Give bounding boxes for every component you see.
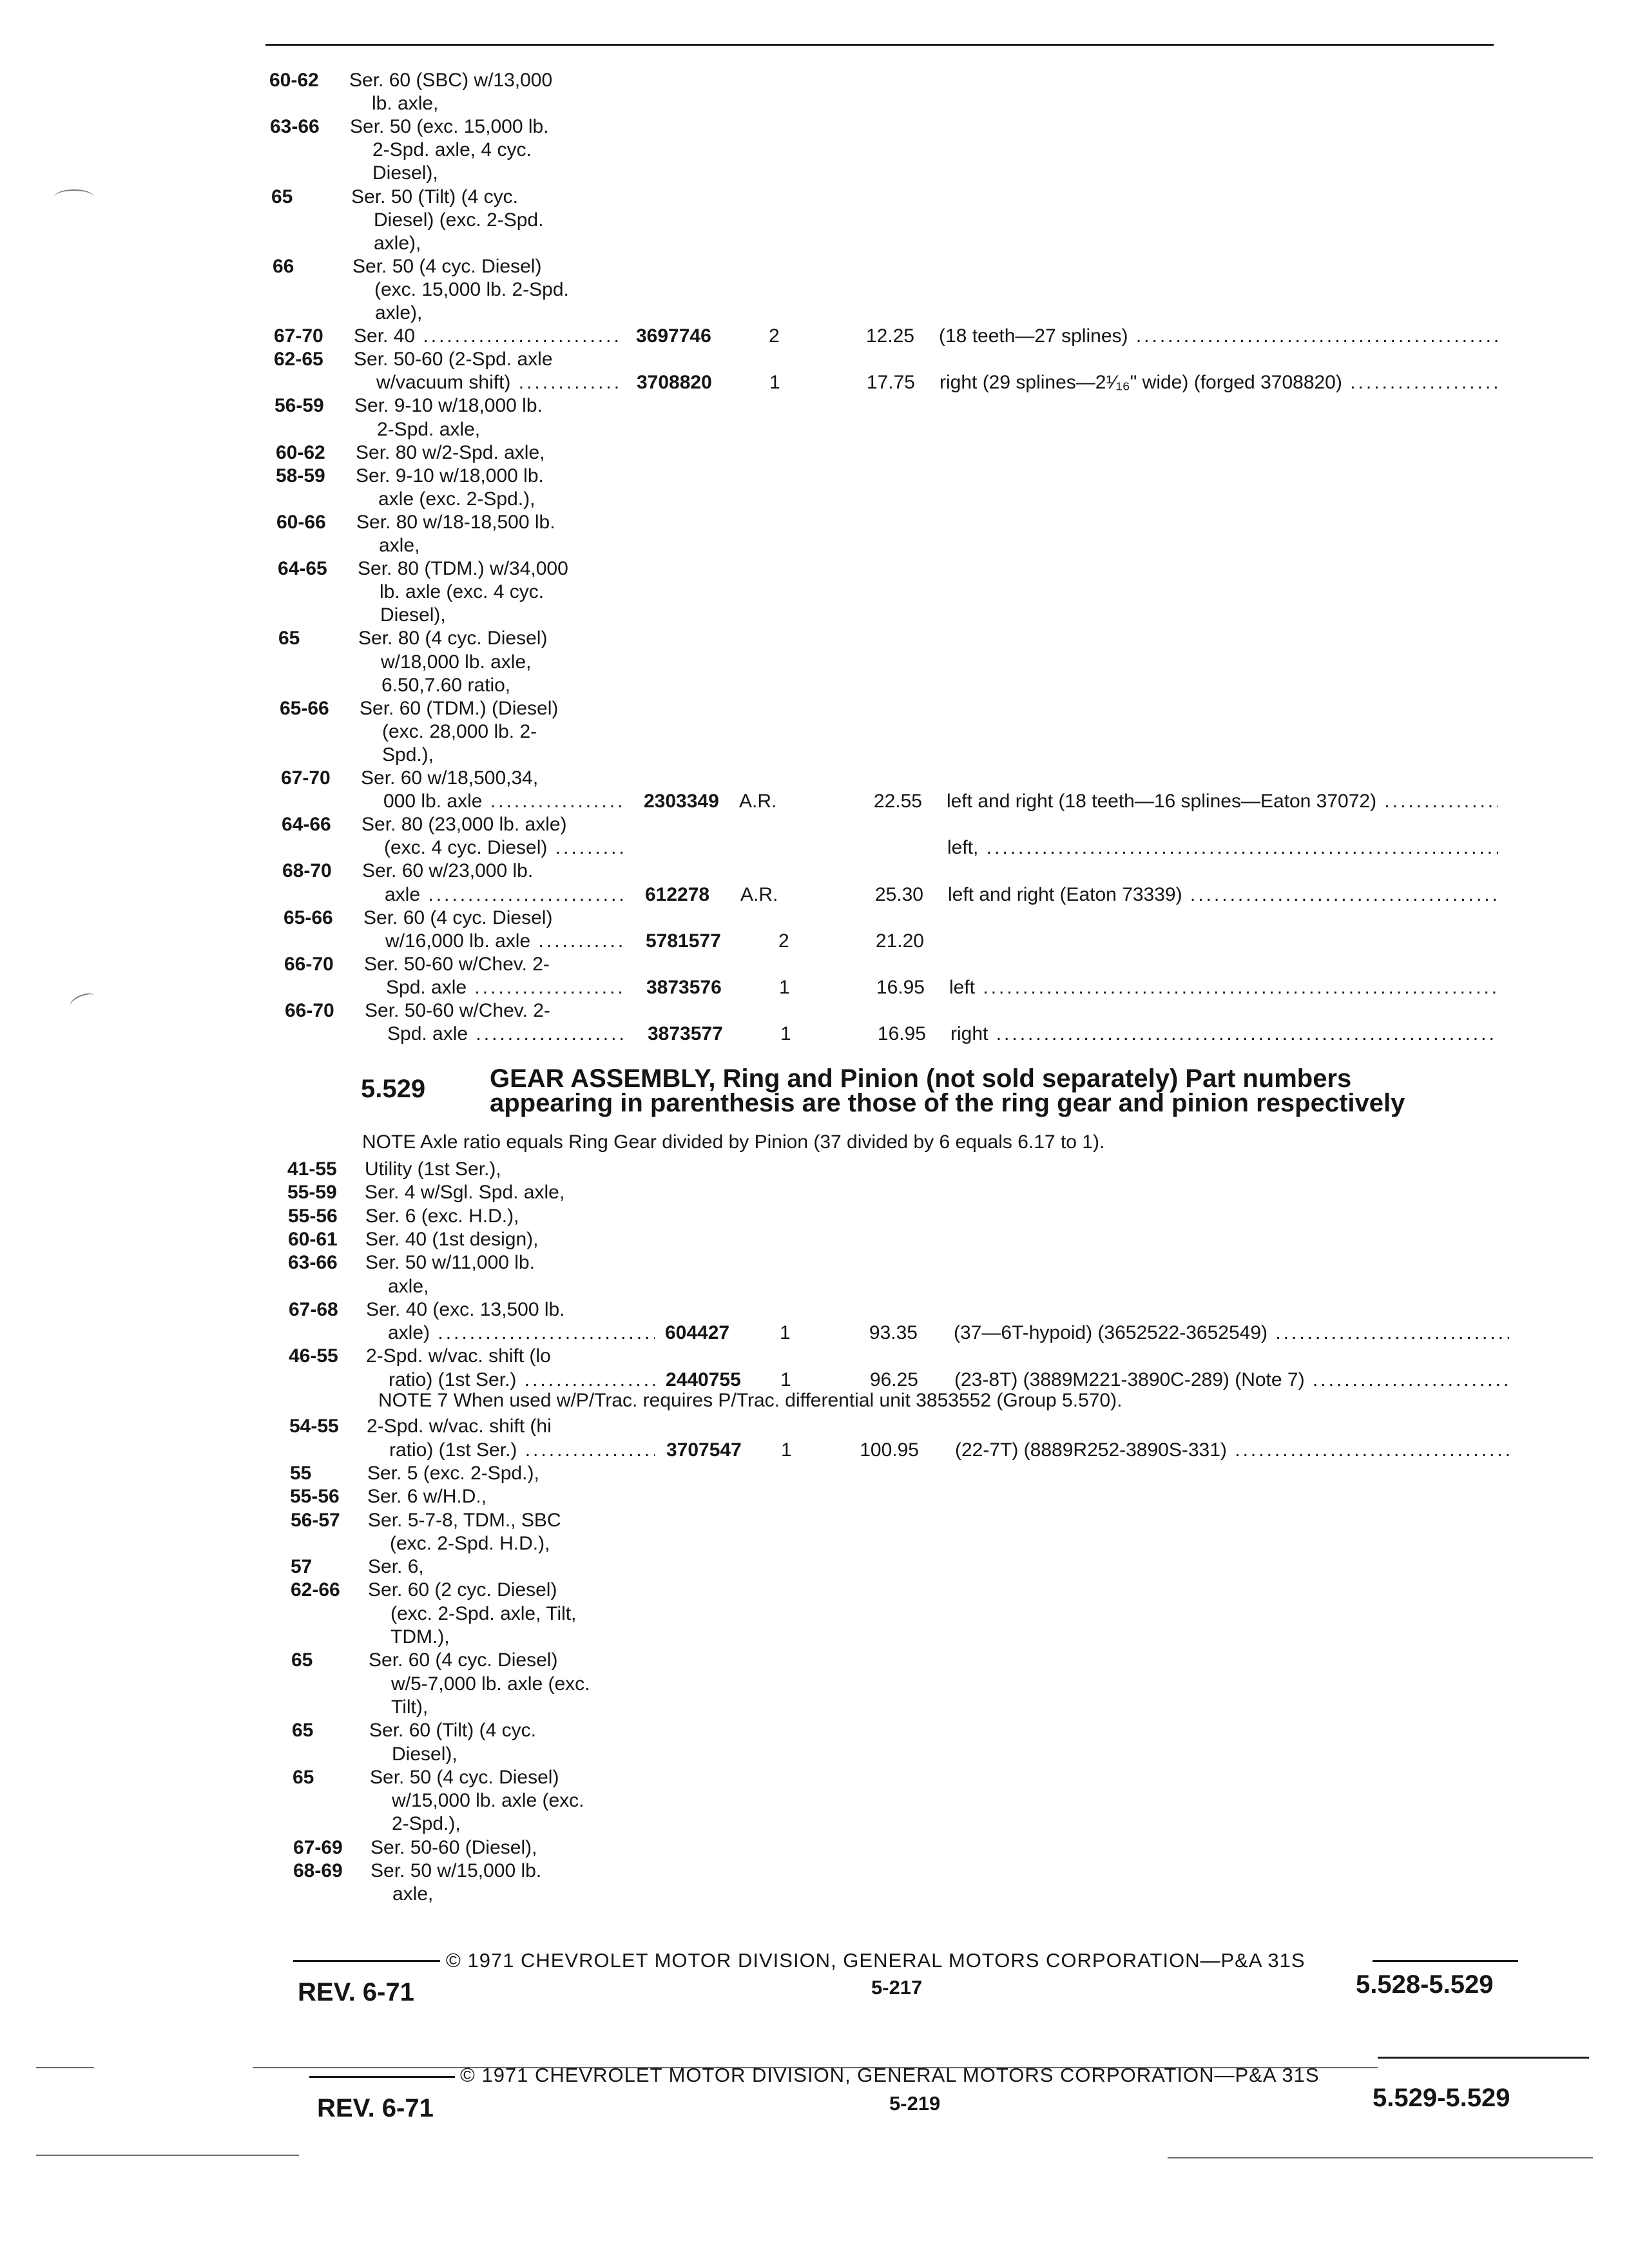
section-number: 5.529 (361, 1075, 426, 1103)
model-years: 56-59 (275, 395, 324, 416)
parts-row (0, 1765, 1547, 1790)
application-description: Ser. 50 (exc. 15,000 lb. (350, 116, 549, 137)
parts-row (0, 1157, 1547, 1182)
application-description: ratio) (1st Ser.) ..... (389, 1368, 655, 1392)
parts-row (0, 952, 1547, 977)
part-number: 5781577 (646, 930, 721, 952)
application-description: Diesel) (exc. 2-Spd. (374, 209, 544, 231)
parts-row (0, 1251, 1547, 1275)
model-years: 65-66 (280, 698, 329, 719)
model-years: 67-70 (281, 767, 331, 789)
parts-row (0, 859, 1547, 883)
quantity: 1 (779, 977, 790, 998)
application-description: Ser. 60 (4 cyc. Diesel) (363, 907, 553, 928)
model-years: 54-55 (289, 1416, 339, 1437)
application-description: Diesel), (392, 1744, 458, 1765)
quantity: 2 (778, 930, 789, 952)
parts-row (0, 720, 1547, 744)
part-number: 3873577 (648, 1023, 723, 1044)
footer2-copyright: © 1971 CHEVROLET MOTOR DIVISION, GENERAL MOTORS CORPORATION—P&A 31S (460, 2064, 1320, 2086)
part-number: 3697746 (636, 325, 711, 347)
parts-row (0, 906, 1547, 930)
section-title-line2: appearing in parenthesis are those of the ring gear and pinion respectively (490, 1089, 1405, 1117)
parts-row (0, 1022, 1547, 1046)
remarks: left and right (18 teeth—16 splines—Eaton 37072) ..... (947, 789, 1498, 814)
parts-row (0, 185, 1547, 209)
quantity: A.R. (740, 884, 778, 905)
application-description: Ser. 80 (TDM.) w/34,000 (358, 558, 568, 579)
application-description: Ser. 80 (4 cyc. Diesel) (358, 628, 548, 649)
application-description: ratio) (1st Ser.) ..... (389, 1438, 655, 1463)
bottom-faint-rule (1168, 2157, 1593, 2158)
parts-row (0, 929, 1547, 954)
parts-row (0, 231, 1547, 256)
application-description: Spd. axle ..... (387, 1022, 622, 1046)
model-years: 57 (291, 1556, 313, 1577)
parts-note: NOTE 7 When used w/P/Trac. requires P/Trac. differential unit 3853552 (Group 5.570). (378, 1390, 1123, 1411)
application-description: Ser. 80 (23,000 lb. axle) (361, 814, 567, 835)
application-description: Ser. 40 (exc. 13,500 lb. (366, 1299, 565, 1320)
parts-row (0, 1414, 1547, 1439)
parts-row (0, 1789, 1547, 1813)
application-description: (exc. 28,000 lb. 2- (382, 721, 537, 742)
application-description: Utility (1st Ser.), (365, 1158, 501, 1180)
quantity: 1 (781, 1439, 792, 1461)
model-years: 55 (290, 1463, 312, 1484)
parts-row (0, 1298, 1547, 1322)
application-description: axle, (379, 535, 420, 556)
parts-row (0, 1812, 1547, 1836)
parts-row (0, 487, 1547, 512)
footer1-rev: REV. 6-71 (298, 1978, 414, 2006)
footer2-page-number: 5-219 (889, 2092, 941, 2115)
parts-row (0, 1602, 1547, 1626)
application-description: Ser. 60 (SBC) w/13,000 (349, 70, 553, 91)
part-number: 3707547 (666, 1439, 742, 1461)
part-number: 612278 (645, 884, 710, 905)
model-years: 60-66 (276, 512, 326, 533)
application-description: axle), (375, 302, 423, 323)
application-description: Ser. 5 (exc. 2-Spd.), (367, 1463, 539, 1484)
quantity: 1 (780, 1322, 791, 1343)
application-description: Ser. 9-10 w/18,000 lb. (356, 465, 544, 486)
parts-row (0, 1508, 1547, 1533)
parts-row (0, 1321, 1547, 1345)
model-years: 67-69 (293, 1837, 343, 1858)
quantity: 1 (780, 1369, 791, 1390)
parts-row (0, 68, 1547, 93)
application-description: Spd. axle ..... (386, 975, 622, 1000)
application-description: 2-Spd. w/vac. shift (hi (367, 1416, 552, 1437)
model-years: 68-69 (293, 1860, 343, 1881)
application-description: Ser. 50-60 (2-Spd. axle (354, 349, 553, 370)
application-description: w/16,000 lb. axle ..... (385, 929, 622, 954)
list-price: 22.55 (873, 791, 922, 812)
parts-row (0, 510, 1547, 535)
application-description: (exc. 2-Spd. axle, Tilt, (390, 1603, 577, 1624)
application-description: 2-Spd. axle, (377, 419, 481, 440)
list-price: 100.95 (860, 1439, 919, 1461)
application-description: (exc. 15,000 lb. 2-Spd. (374, 279, 569, 300)
parts-row (0, 255, 1547, 279)
footer1-rule-left (293, 1960, 440, 1962)
parts-row (0, 1742, 1547, 1767)
footer2-rule-left (309, 2076, 455, 2078)
application-description: 2-Spd. axle, 4 cyc. (372, 139, 532, 160)
remarks: (23-8T) (3889M221-3890C-289) (Note 7) ..... (954, 1368, 1509, 1392)
parts-row (0, 324, 1547, 349)
model-years: 65-66 (284, 907, 333, 928)
model-years: 65 (278, 628, 300, 649)
model-years: 55-59 (287, 1182, 337, 1203)
parts-row (0, 743, 1547, 767)
parts-row (0, 999, 1547, 1023)
model-years: 41-55 (287, 1158, 337, 1180)
application-description: w/15,000 lb. axle (exc. (392, 1790, 584, 1811)
parts-row (0, 1485, 1547, 1509)
model-years: 65 (293, 1767, 314, 1788)
parts-row (0, 1532, 1547, 1556)
application-description: Ser. 80 w/2-Spd. axle, (356, 442, 545, 463)
application-description: Ser. 5-7-8, TDM., SBC (368, 1510, 561, 1531)
application-description: Ser. 50 w/11,000 lb. (365, 1252, 535, 1273)
quantity: 1 (780, 1023, 791, 1044)
parts-row (0, 580, 1547, 604)
model-years: 67-70 (274, 325, 323, 347)
footer2-rule-right (1378, 2057, 1589, 2059)
parts-row (0, 883, 1547, 907)
bottom-faint-rule (36, 2155, 299, 2156)
list-price: 25.30 (874, 884, 923, 905)
footer2-section-range: 5.529-5.529 (1373, 2084, 1510, 2112)
application-description: axle (exc. 2-Spd.), (378, 488, 535, 510)
parts-row (0, 975, 1547, 1000)
parts-row (0, 1461, 1547, 1486)
parts-row (0, 1438, 1547, 1463)
application-description: 2-Spd.), (392, 1813, 461, 1834)
application-description: axle), (374, 233, 421, 254)
application-description: axle, (388, 1276, 429, 1297)
remarks: left, ..... (947, 836, 1498, 860)
application-description: Ser. 80 w/18-18,500 lb. (356, 512, 555, 533)
list-price: 17.75 (866, 372, 915, 393)
parts-row (0, 626, 1547, 651)
quantity: A.R. (739, 791, 777, 812)
application-description: 2-Spd. w/vac. shift (lo (366, 1345, 551, 1367)
parts-row (0, 464, 1547, 488)
part-number: 2440755 (666, 1369, 741, 1390)
part-number: 604427 (665, 1322, 730, 1343)
application-description: Ser. 60 (Tilt) (4 cyc. (369, 1720, 536, 1741)
parts-row (0, 1204, 1547, 1229)
parts-row (0, 533, 1547, 558)
application-description: 6.50,7.60 ratio, (381, 675, 511, 696)
model-years: 60-61 (288, 1229, 338, 1250)
parts-row (0, 1578, 1547, 1602)
parts-row (0, 812, 1547, 837)
parts-row (0, 1555, 1547, 1579)
application-description: Tilt), (391, 1696, 429, 1718)
application-description: TDM.), (390, 1626, 450, 1648)
parts-row (0, 161, 1547, 186)
application-description: w/5-7,000 lb. axle (exc. (391, 1673, 590, 1695)
remarks: (18 teeth—27 splines) ..... (939, 324, 1498, 349)
parts-row (0, 1648, 1547, 1673)
remarks: right (29 splines—2¹⁄₁₆" wide) (forged 3708820) ..... (940, 370, 1498, 395)
application-description: (exc. 2-Spd. H.D.), (390, 1533, 550, 1554)
application-description: Ser. 60 (TDM.) (Diesel) (360, 698, 559, 719)
model-years: 62-65 (274, 349, 323, 370)
list-price: 21.20 (875, 930, 924, 952)
list-price: 16.95 (877, 1023, 926, 1044)
application-description: Diesel), (372, 162, 438, 184)
parts-row (0, 1672, 1547, 1696)
part-number: 3873576 (646, 977, 722, 998)
application-description: Ser. 9-10 w/18,000 lb. (354, 395, 543, 416)
parts-row (0, 394, 1547, 418)
parts-row (0, 1344, 1547, 1369)
section-note: NOTE Axle ratio equals Ring Gear divided by Pinion (37 divided by 6 equals 6.17 to 1). (362, 1131, 1105, 1153)
model-years: 66-70 (284, 954, 334, 975)
model-years: 60-62 (276, 442, 325, 463)
parts-row (0, 1180, 1547, 1205)
parts-row (0, 1227, 1547, 1252)
model-years: 64-65 (278, 558, 327, 579)
footer2-rev: REV. 6-71 (317, 2094, 434, 2122)
model-years: 64-66 (282, 814, 331, 835)
model-years: 65 (291, 1649, 313, 1671)
application-description: Ser. 50 (Tilt) (4 cyc. (351, 186, 518, 207)
application-description: 000 lb. axle ..... (383, 789, 622, 814)
remarks: (37—6T-hypoid) (3652522-3652549) ..... (954, 1321, 1509, 1345)
model-years: 55-56 (288, 1206, 338, 1227)
application-description: Ser. 6 w/H.D., (367, 1486, 487, 1507)
part-number: 3708820 (637, 372, 712, 393)
model-years: 60-62 (269, 70, 319, 91)
parts-row (0, 301, 1547, 325)
parts-row (0, 1274, 1547, 1299)
parts-row (0, 138, 1547, 162)
quantity: 1 (769, 372, 780, 393)
remarks: (22-7T) (8889R252-3890S-331) ..... (955, 1438, 1509, 1463)
parts-row (0, 115, 1547, 139)
parts-row (0, 1695, 1547, 1720)
parts-row (0, 673, 1547, 698)
parts-row (0, 418, 1547, 442)
application-description: Ser. 40 ..... (354, 324, 622, 349)
parts-row (0, 1836, 1547, 1860)
application-description: axle) ..... (388, 1321, 655, 1345)
application-description: Ser. 40 (1st design), (365, 1229, 539, 1250)
parts-row (0, 1391, 1547, 1416)
application-description: w/18,000 lb. axle, (381, 651, 532, 673)
list-price: 93.35 (869, 1322, 918, 1343)
model-years: 65 (292, 1720, 314, 1741)
list-price: 16.95 (876, 977, 925, 998)
application-description: Ser. 60 (4 cyc. Diesel) (369, 1649, 558, 1671)
remarks: right ..... (950, 1022, 1498, 1046)
parts-row (0, 91, 1547, 116)
model-years: 58-59 (276, 465, 325, 486)
parts-row (0, 370, 1547, 395)
list-price: 96.25 (869, 1369, 918, 1390)
application-description: Ser. 6 (exc. H.D.), (365, 1206, 519, 1227)
model-years: 65 (271, 186, 293, 207)
section-title-line1: GEAR ASSEMBLY, Ring and Pinion (not sold separately) Part numbers (490, 1064, 1352, 1093)
parts-row (0, 650, 1547, 675)
parts-row (0, 766, 1547, 791)
application-description: Diesel), (380, 604, 446, 626)
parts-row (0, 836, 1547, 860)
model-years: 56-57 (291, 1510, 340, 1531)
model-years: 62-66 (291, 1579, 340, 1600)
application-description: Ser. 50 w/15,000 lb. (371, 1860, 542, 1881)
application-description: Ser. 60 w/23,000 lb. (362, 860, 534, 881)
application-description: axle, (392, 1883, 434, 1905)
application-description: Ser. 50 (4 cyc. Diesel) (352, 256, 542, 277)
remarks: left and right (Eaton 73339) ..... (948, 883, 1498, 907)
parts-row (0, 208, 1547, 233)
application-description: Ser. 50-60 w/Chev. 2- (365, 1000, 550, 1021)
model-years: 66-70 (285, 1000, 334, 1021)
application-description: axle ..... (385, 883, 622, 907)
model-years: 46-55 (289, 1345, 338, 1367)
application-description: Ser. 60 w/18,500,34, (361, 767, 539, 789)
remarks: left ..... (949, 975, 1498, 1000)
model-years: 66 (273, 256, 294, 277)
application-description: Ser. 50 (4 cyc. Diesel) (370, 1767, 559, 1788)
footer1-rule-right (1373, 1960, 1518, 1962)
list-price: 12.25 (865, 325, 914, 347)
parts-row (0, 697, 1547, 721)
model-years: 55-56 (290, 1486, 340, 1507)
model-years: 63-66 (288, 1252, 338, 1273)
application-description: (exc. 4 cyc. Diesel) ..... (384, 836, 622, 860)
application-description: lb. axle, (372, 93, 439, 114)
application-description: w/vacuum shift) ..... (376, 370, 622, 395)
application-description: Ser. 60 (2 cyc. Diesel) (368, 1579, 557, 1600)
application-description: Spd.), (382, 744, 434, 765)
parts-row (0, 603, 1547, 628)
parts-row (0, 557, 1547, 581)
parts-row (0, 441, 1547, 465)
footer2-faint-left (36, 2067, 94, 2068)
parts-row (0, 1882, 1547, 1907)
parts-row (0, 1859, 1547, 1883)
parts-row (0, 1625, 1547, 1649)
quantity: 2 (769, 325, 780, 347)
parts-row (0, 789, 1547, 814)
application-description: lb. axle (exc. 4 cyc. (380, 581, 545, 602)
application-description: Ser. 50-60 w/Chev. 2- (364, 954, 550, 975)
parts-row (0, 1718, 1547, 1743)
application-description: Ser. 6, (368, 1556, 424, 1577)
model-years: 67-68 (289, 1299, 338, 1320)
top-rule (265, 44, 1494, 46)
parts-row (0, 347, 1547, 372)
part-number: 2303349 (644, 791, 719, 812)
model-years: 63-66 (270, 116, 320, 137)
application-description: Ser. 4 w/Sgl. Spd. axle, (365, 1182, 565, 1203)
footer1-section-range: 5.528-5.529 (1356, 1970, 1494, 1999)
parts-row (0, 278, 1547, 302)
application-description: Ser. 50-60 (Diesel), (371, 1837, 537, 1858)
footer1-copyright: © 1971 CHEVROLET MOTOR DIVISION, GENERAL MOTORS CORPORATION—P&A 31S (446, 1949, 1306, 1972)
footer1-page-number: 5-217 (871, 1976, 923, 1999)
model-years: 68-70 (282, 860, 332, 881)
